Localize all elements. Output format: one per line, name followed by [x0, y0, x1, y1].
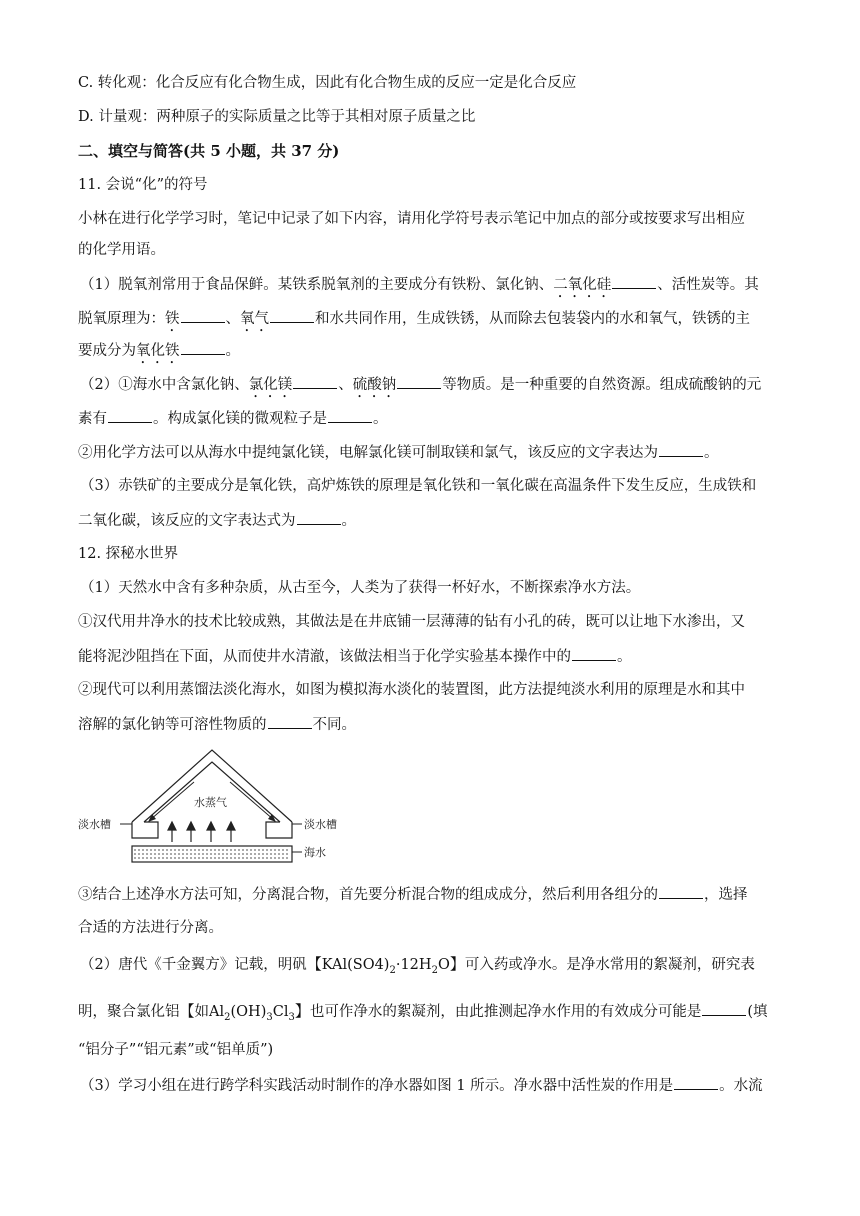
q12-part1c-line-1 [78, 884, 748, 905]
q11-part1-line-2 [78, 308, 750, 335]
condense-arrow-left [150, 782, 194, 820]
bracket: 】 [294, 1002, 310, 1020]
text: ②用化学方法可以从海水中提纯氯化镁，电解氯化镁可制取镁和氯气，该反应的文字表达为 [78, 445, 658, 461]
q11-part3-line-2 [78, 510, 356, 531]
section-heading: 二、填空与简答(共 5 小题，共 37 分) [78, 142, 340, 160]
bracket: 【 [179, 1002, 195, 1020]
q12-part2-line-1 [80, 954, 755, 981]
answer-blank[interactable] [397, 374, 441, 389]
text: 可入药或净水。是净水常用的絮凝剂，研究表 [464, 957, 755, 973]
text: 、活性炭等。其 [657, 277, 759, 293]
vapor-arrows [168, 822, 235, 842]
text: 。 [704, 445, 719, 461]
text: ③结合上述净水方法可知，分离混合物，首先要分析混合物的组成成分，然后利用各组分的 [78, 887, 658, 903]
formula-pac: $Al_2(OH)_3Cl_3$ [209, 1004, 295, 1023]
text: （1）脱氧剂常用于食品保鲜。某铁系脱氧剂的主要成分有铁粉、氯化钠、 [80, 277, 554, 293]
text: 能将泥沙阻挡在下面，从而使井水清澈，该做法相当于化学实验基本操作中的 [78, 649, 571, 665]
answer-blank[interactable] [268, 714, 312, 729]
text: 。 [373, 411, 388, 427]
answer-blank[interactable] [181, 340, 225, 355]
text: 。 [617, 649, 632, 665]
distillation-diagram [76, 748, 337, 868]
answer-blank[interactable] [674, 1075, 718, 1090]
text: 二氧化碳，该反应的文字表达式为 [78, 513, 296, 529]
text: （2）唐代《千金翼方》记载，明矾 [80, 957, 307, 973]
dotted-term: 氧气 [240, 311, 269, 327]
q12-part2-line-3: “铝分子”“铝元素”或“铝单质”) [78, 1042, 274, 1058]
text: 、 [225, 311, 240, 327]
condense-arrow-right [230, 782, 274, 820]
option-d: D. 计量观：两种原子的实际质量之比等于其相对原子质量之比 [78, 109, 476, 125]
q12-part3-line-1 [80, 1075, 763, 1096]
left-trough-label: 淡水槽 [78, 818, 111, 831]
answer-blank[interactable] [297, 510, 341, 525]
q11-intro-line-2: 的化学用语。 [78, 242, 165, 258]
q12-part2-line-2 [78, 1001, 768, 1028]
q12-part1a-line-2 [78, 646, 632, 667]
text: 素有 [78, 411, 107, 427]
text: 明，聚合氯化铝 [78, 1004, 180, 1020]
bracket: 】 [449, 955, 465, 973]
text: ，选择 [704, 887, 748, 903]
text: 脱氧原理为： [78, 311, 165, 327]
answer-blank[interactable] [659, 884, 703, 899]
answer-blank[interactable] [293, 374, 337, 389]
text: 要成分为 [78, 343, 136, 359]
dotted-term: 铁 [165, 311, 180, 327]
answer-blank[interactable] [108, 408, 152, 423]
dotted-term: 氯化镁 [248, 377, 293, 393]
q11-part3-line-1: （3）赤铁矿的主要成分是氧化铁，高炉炼铁的原理是氧化铁和一氧化碳在高温条件下发生反应，生成铁和 [80, 478, 757, 494]
q11-intro-line-1: 小林在进行化学学习时，笔记中记录了如下内容，请用化学符号表示笔记中加点的部分或按要求写出相应 [78, 211, 745, 227]
q11-part2-line-1 [80, 374, 761, 401]
text: 。水流 [719, 1078, 763, 1094]
text: 。 [341, 513, 356, 529]
seawater-label: 海水 [304, 846, 326, 859]
answer-blank[interactable] [181, 308, 225, 323]
answer-blank[interactable] [270, 308, 314, 323]
question-11-title: 11. 会说“化”的符号 [78, 177, 208, 193]
q11-part1-line-3 [78, 340, 240, 367]
q11-part1-line-1 [80, 274, 759, 301]
answer-blank[interactable] [572, 646, 616, 661]
vapor-label: 水蒸气 [194, 796, 227, 809]
text: （3）学习小组在进行跨学科实践活动时制作的净水器如图 1 所示。净水器中活性炭的作用是 [80, 1078, 674, 1094]
text: 不同。 [312, 717, 356, 733]
text: 、 [338, 377, 353, 393]
text: 溶解的氯化钠等可溶性物质的 [78, 717, 267, 733]
text: 也可作净水的絮凝剂，由此推测起净水作用的有效成分可能是 [309, 1004, 702, 1020]
roof-inner [144, 762, 280, 822]
text: 。构成氯化镁的微观粒子是 [153, 411, 327, 427]
text: （2）①海水中含氯化钠、 [80, 377, 249, 393]
text: (填 [747, 1004, 768, 1020]
formula-alum: $KAl(SO4)_2\cdot 12H_2O$ [321, 957, 450, 976]
dotted-term: 二氧化硅 [553, 277, 612, 293]
answer-blank[interactable] [702, 1001, 746, 1016]
text: 等物质。是一种重要的自然资源。组成硫酸钠的元 [442, 377, 762, 393]
q12-part1b-line-1: ②现代可以利用蒸馏法淡化海水，如图为模拟海水淡化的装置图，此方法提纯淡水利用的原理是水和其中 [78, 682, 745, 698]
q12-part1-intro: （1）天然水中含有多种杂质，从古至今，人类为了获得一杯好水，不断探索净水方法。 [80, 580, 641, 596]
dotted-term: 氧化铁 [136, 343, 180, 359]
dotted-term: 硫酸钠 [352, 377, 397, 393]
seawater-pattern [134, 850, 290, 858]
answer-blank[interactable] [328, 408, 372, 423]
text: 如 [194, 1004, 210, 1020]
right-trough [266, 822, 292, 838]
answer-blank[interactable] [612, 274, 656, 289]
bracket: 【 [306, 955, 322, 973]
text: 。 [225, 343, 240, 359]
option-c: C. 转化观：化合反应有化合物生成，因此有化合物生成的反应一定是化合反应 [78, 75, 577, 91]
q11-part2-line-2 [78, 408, 388, 429]
q12-part1c-line-2: 合适的方法进行分离。 [78, 920, 223, 936]
question-12-title: 12. 探秘水世界 [78, 546, 179, 562]
answer-blank[interactable] [659, 442, 703, 457]
right-trough-label: 淡水槽 [304, 818, 337, 831]
q11-part2-line-3 [78, 442, 719, 463]
left-trough [132, 822, 158, 838]
q12-part1a-line-1: ①汉代用井净水的技术比较成熟，其做法是在井底铺一层薄薄的钻有小孔的砖，既可以让地下水渗出，又 [78, 614, 745, 630]
text: 和水共同作用，生成铁锈，从而除去包装袋内的水和氧气，铁锈的主 [315, 311, 750, 327]
q12-part1b-line-2 [78, 714, 356, 735]
